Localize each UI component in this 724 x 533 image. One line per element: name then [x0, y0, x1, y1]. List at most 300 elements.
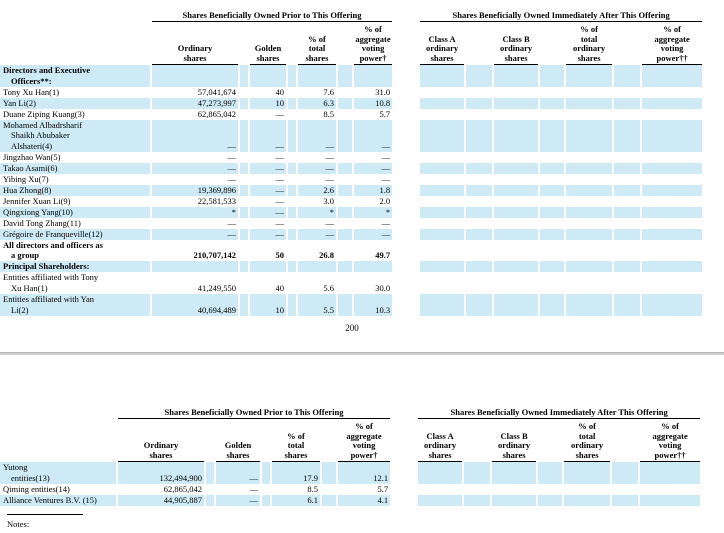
gap-cell: [338, 65, 352, 87]
gap-cell: [240, 163, 248, 174]
gap-cell: [540, 207, 564, 218]
gap-cell: [338, 261, 352, 272]
table-row: [0, 98, 702, 109]
group-gap-cell: [394, 207, 418, 218]
gap-cell: [206, 495, 214, 506]
column-header: Class B ordinary shares: [494, 22, 538, 65]
gap-cell: [540, 174, 564, 185]
gap-cell: [540, 261, 564, 272]
column-header: Ordinary shares: [152, 22, 238, 65]
gap-cell: [614, 152, 640, 163]
class-b-shares-cell: [494, 120, 538, 153]
pct-total-shares-cell: 5.6: [323, 283, 334, 294]
pct-voting-power-cell: [354, 65, 392, 87]
gap-cell: [614, 163, 640, 174]
gap-cell: [466, 120, 492, 153]
pct-voting-power-cell: 10.3: [354, 294, 392, 316]
shareholder-name-cell: All directors and officers as a group: [3, 239, 103, 261]
class-a-shares-cell: [420, 152, 464, 163]
gap-cell: [338, 98, 352, 109]
gap-cell: [466, 272, 492, 294]
group-header-after: Shares Beneficially Owned Immediately After This Offering: [418, 405, 700, 419]
ordinary-shares-cell: 132,494,900: [118, 462, 204, 484]
beneficial-ownership-table: [0, 8, 704, 316]
class-a-shares-cell: [420, 240, 464, 262]
pct-voting-power-cell: —: [354, 229, 392, 240]
ordinary-shares-cell: 47,273,997: [152, 98, 238, 109]
gap-cell: [262, 484, 270, 495]
pct-voting-after-cell: [642, 240, 702, 262]
class-a-shares-cell: [420, 207, 464, 218]
gap-cell: [288, 163, 296, 174]
group-gap-cell: [394, 87, 418, 98]
gap-cell: [240, 174, 248, 185]
group-gap-cell: [392, 462, 416, 484]
pct-voting-power-cell: 5.7: [379, 108, 391, 119]
ordinary-shares-cell: 62,865,042: [163, 483, 202, 494]
gap-cell: [288, 152, 296, 163]
pct-total-ordinary-cell: [566, 98, 612, 109]
class-b-shares-cell: [494, 185, 538, 196]
class-a-shares-cell: [418, 495, 462, 506]
golden-shares-cell: —: [250, 229, 286, 240]
pct-voting-power-cell: *: [354, 207, 392, 218]
pct-total-ordinary-cell: [566, 240, 612, 262]
beneficial-ownership-table-continued: [0, 405, 702, 506]
gap-cell: [338, 196, 352, 207]
pct-voting-power-cell: 1.8: [354, 185, 392, 196]
gap-cell: [466, 22, 492, 65]
ordinary-shares-cell: 62,865,042: [197, 108, 236, 119]
document-page-2: [0, 355, 724, 533]
group-gap-cell: [392, 484, 416, 495]
gap-cell: [288, 22, 296, 65]
pct-voting-after-cell: [640, 462, 700, 484]
golden-shares-cell: 10: [250, 98, 286, 109]
group-gap-cell: [394, 174, 418, 185]
spacer-cell: [0, 8, 150, 22]
gap-cell: [540, 152, 564, 163]
golden-shares-cell: [250, 65, 286, 87]
gap-cell: [466, 261, 492, 272]
golden-shares-cell: [250, 261, 286, 272]
column-header: Golden shares: [250, 22, 286, 65]
column-header-row: [0, 22, 702, 65]
group-gap-cell: [394, 261, 418, 272]
group-header-after: Shares Beneficially Owned Immediately After This Offering: [420, 8, 702, 22]
gap-cell: [540, 87, 564, 98]
golden-shares-cell: —: [275, 217, 284, 228]
gap-cell: [240, 294, 248, 316]
gap-cell: [614, 65, 640, 87]
group-header-row: [0, 405, 700, 419]
pct-total-shares-cell: —: [325, 174, 334, 185]
pct-voting-after-cell: [642, 294, 702, 316]
table-row: [0, 120, 702, 153]
gap-cell: [338, 174, 352, 185]
table-row: [0, 294, 702, 316]
ordinary-shares-cell: *: [152, 207, 238, 218]
class-b-shares-cell: [494, 65, 538, 87]
gap-cell: [540, 229, 564, 240]
shareholder-name-cell: Entities affiliated with Yan Li(2): [0, 294, 150, 316]
pct-voting-after-cell: [642, 120, 702, 153]
pct-total-shares-cell: 26.8: [319, 250, 334, 261]
class-a-shares-cell: [420, 163, 464, 174]
pct-total-ordinary-cell: [564, 462, 610, 484]
shareholder-name-cell: Yibing Xu(7): [3, 174, 49, 185]
gap-cell: [614, 196, 640, 207]
pct-total-ordinary-cell: [566, 174, 612, 185]
group-header-prior: Shares Beneficially Owned Prior to This Offering: [118, 405, 390, 419]
gap-cell: [466, 207, 492, 218]
gap-cell: [338, 240, 352, 262]
pct-voting-after-cell: [642, 98, 702, 109]
gap-cell: [466, 65, 492, 87]
golden-shares-cell: —: [275, 108, 284, 119]
pct-voting-power-cell: 31.0: [375, 86, 391, 97]
gap-cell: [540, 196, 564, 207]
pct-voting-after-cell: [642, 65, 702, 87]
pct-total-shares-cell: 7.6: [323, 86, 334, 97]
ordinary-shares-cell: 41,249,550: [197, 283, 236, 294]
shareholder-name-cell: Yan Li(2): [0, 98, 150, 109]
gap-cell: [288, 294, 296, 316]
gap-cell: [614, 98, 640, 109]
gap-cell: [614, 87, 640, 98]
table-row: [0, 484, 700, 495]
group-gap-cell: [394, 294, 418, 316]
group-gap-cell: [394, 8, 418, 22]
pct-voting-after-cell: [642, 207, 702, 218]
gap-cell: [288, 98, 296, 109]
golden-shares-cell: —: [216, 495, 260, 506]
gap-cell: [288, 207, 296, 218]
group-gap-cell: [394, 152, 418, 163]
golden-shares-cell: —: [249, 483, 258, 494]
table-row: [0, 163, 702, 174]
page-number: 200: [345, 322, 359, 333]
pct-total-ordinary-cell: [566, 120, 612, 153]
class-a-shares-cell: [420, 218, 464, 229]
ordinary-shares-cell: —: [152, 163, 238, 174]
class-b-shares-cell: [494, 196, 538, 207]
pct-total-ordinary-cell: [566, 207, 612, 218]
ordinary-shares-cell: 44,905,887: [118, 495, 204, 506]
golden-shares-cell: 40: [275, 283, 284, 294]
group-header-prior: Shares Beneficially Owned Prior to This Offering: [152, 8, 392, 22]
gap-cell: [466, 240, 492, 262]
gap-cell: [614, 120, 640, 153]
group-gap-cell: [394, 22, 418, 65]
gap-cell: [240, 120, 248, 153]
notes-label: Notes:: [7, 518, 30, 529]
gap-cell: [614, 229, 640, 240]
golden-shares-cell: 50: [275, 250, 284, 261]
gap-cell: [466, 163, 492, 174]
column-header: Ordinary shares: [118, 419, 204, 462]
spacer-cell: [0, 419, 116, 462]
gap-cell: [240, 229, 248, 240]
gap-cell: [288, 272, 296, 294]
pct-voting-power-cell: 12.1: [338, 462, 390, 484]
table-row: [0, 185, 702, 196]
group-gap-cell: [394, 229, 418, 240]
gap-cell: [240, 207, 248, 218]
golden-shares-cell: 40: [275, 86, 284, 97]
shareholder-name-cell: Qingxiong Yang(10): [0, 207, 150, 218]
table-row: [0, 261, 702, 272]
gap-cell: [540, 22, 564, 65]
ordinary-shares-cell: [152, 65, 238, 87]
shareholder-name-cell: Alliance Ventures B.V. (15): [0, 495, 116, 506]
golden-shares-cell: 10: [250, 294, 286, 316]
gap-cell: [540, 240, 564, 262]
class-b-shares-cell: [494, 174, 538, 185]
class-b-shares-cell: [494, 272, 538, 294]
group-gap-cell: [392, 419, 416, 462]
pct-voting-power-cell: —: [381, 217, 391, 228]
gap-cell: [206, 462, 214, 484]
group-gap-cell: [394, 272, 418, 294]
gap-cell: [262, 462, 270, 484]
pct-total-ordinary-cell: [566, 163, 612, 174]
gap-cell: [538, 419, 562, 462]
pct-voting-after-cell: [642, 152, 702, 163]
group-gap-cell: [394, 65, 418, 87]
pct-total-shares-cell: 8.5: [323, 108, 334, 119]
column-header: Golden shares: [216, 419, 260, 462]
group-gap-cell: [394, 218, 418, 229]
gap-cell: [540, 218, 564, 229]
group-gap-cell: [394, 240, 418, 262]
pct-total-ordinary-cell: [566, 65, 612, 87]
group-gap-cell: [394, 98, 418, 109]
table-row: [0, 207, 702, 218]
gap-cell: [466, 152, 492, 163]
column-header: % of aggregate voting power†: [338, 419, 390, 462]
table-row: [0, 174, 702, 185]
pct-total-shares-cell: 8.5: [307, 483, 318, 494]
class-a-shares-cell: [420, 109, 464, 120]
class-b-shares-cell: [494, 152, 538, 163]
golden-shares-cell: —: [250, 207, 286, 218]
pct-voting-power-cell: 4.1: [338, 495, 390, 506]
gap-cell: [612, 419, 638, 462]
shareholder-name-cell: Yutong entities(13): [0, 462, 116, 484]
gap-cell: [338, 163, 352, 174]
gap-cell: [240, 87, 248, 98]
pct-total-ordinary-cell: [564, 495, 610, 506]
gap-cell: [464, 462, 490, 484]
gap-cell: [206, 484, 214, 495]
pct-voting-after-cell: [640, 484, 700, 495]
gap-cell: [540, 272, 564, 294]
pct-voting-after-cell: [642, 272, 702, 294]
pct-total-ordinary-cell: [566, 272, 612, 294]
gap-cell: [464, 495, 490, 506]
gap-cell: [614, 22, 640, 65]
gap-cell: [288, 240, 296, 262]
golden-shares-cell: —: [216, 462, 260, 484]
gap-cell: [540, 109, 564, 120]
group-gap-cell: [392, 495, 416, 506]
pct-voting-power-cell: —: [354, 120, 392, 153]
pct-voting-after-cell: [642, 163, 702, 174]
pct-total-shares-cell: *: [298, 207, 336, 218]
gap-cell: [288, 174, 296, 185]
shareholder-name-cell: Jingzhao Wan(5): [3, 152, 61, 163]
column-header: % of aggregate voting power†: [354, 22, 392, 65]
column-header: % of total shares: [272, 419, 320, 462]
spacer-cell: [0, 22, 150, 65]
class-b-shares-cell: [494, 163, 538, 174]
pct-total-shares-cell: [298, 65, 336, 87]
pct-voting-power-cell: 30.0: [375, 283, 391, 294]
class-a-shares-cell: [420, 120, 464, 153]
group-gap-cell: [394, 120, 418, 153]
pct-voting-after-cell: [642, 229, 702, 240]
gap-cell: [338, 120, 352, 153]
spacer-cell: [0, 405, 116, 419]
gap-cell: [240, 65, 248, 87]
gap-cell: [322, 419, 336, 462]
class-a-shares-cell: [418, 484, 462, 495]
pct-total-shares-cell: 5.5: [298, 294, 336, 316]
pct-voting-after-cell: [642, 261, 702, 272]
pct-voting-power-cell: 49.7: [375, 250, 391, 261]
gap-cell: [240, 240, 248, 262]
pct-total-ordinary-cell: [566, 109, 612, 120]
pct-total-ordinary-cell: [566, 261, 612, 272]
table-row: [0, 272, 702, 294]
shareholder-name-cell: Mohamed Albadrsharif Shaikh Abubaker Alshateri(4): [0, 120, 150, 153]
shareholder-name-cell: David Tong Zhang(11): [3, 217, 81, 228]
pct-total-shares-cell: —: [325, 217, 334, 228]
golden-shares-cell: —: [275, 195, 284, 206]
gap-cell: [338, 22, 352, 65]
gap-cell: [540, 98, 564, 109]
pct-total-shares-cell: 17.9: [272, 462, 320, 484]
gap-cell: [466, 196, 492, 207]
pct-voting-after-cell: [642, 218, 702, 229]
class-b-shares-cell: [494, 229, 538, 240]
ordinary-shares-cell: 40,694,489: [152, 294, 238, 316]
footnote-rule: [7, 514, 83, 515]
class-a-shares-cell: [420, 196, 464, 207]
ordinary-shares-cell: —: [227, 217, 236, 228]
pct-voting-after-cell: [642, 87, 702, 98]
gap-cell: [338, 294, 352, 316]
class-b-shares-cell: [494, 218, 538, 229]
gap-cell: [288, 87, 296, 98]
column-header: % of aggregate voting power††: [640, 419, 700, 462]
gap-cell: [614, 207, 640, 218]
class-b-shares-cell: [492, 462, 536, 484]
golden-shares-cell: —: [250, 163, 286, 174]
gap-cell: [538, 462, 562, 484]
shareholder-name-cell: Grégoire de Franqueville(12): [0, 229, 150, 240]
gap-cell: [338, 229, 352, 240]
gap-cell: [614, 218, 640, 229]
pct-voting-after-cell: [640, 495, 700, 506]
table-row: [0, 196, 702, 207]
class-b-shares-cell: [494, 207, 538, 218]
pct-total-ordinary-cell: [566, 152, 612, 163]
gap-cell: [540, 163, 564, 174]
gap-cell: [538, 495, 562, 506]
gap-cell: [614, 240, 640, 262]
pct-voting-power-cell: 5.7: [377, 483, 389, 494]
class-a-shares-cell: [420, 87, 464, 98]
gap-cell: [240, 185, 248, 196]
ordinary-shares-cell: —: [227, 174, 236, 185]
class-b-shares-cell: [494, 294, 538, 316]
gap-cell: [240, 22, 248, 65]
gap-cell: [288, 196, 296, 207]
group-gap-cell: [394, 196, 418, 207]
pct-voting-power-cell: 2.0: [379, 195, 391, 206]
class-a-shares-cell: [420, 261, 464, 272]
table-row: [0, 87, 702, 98]
gap-cell: [614, 261, 640, 272]
ordinary-shares-cell: 57,041,674: [197, 86, 236, 97]
gap-cell: [338, 87, 352, 98]
pct-voting-after-cell: [642, 109, 702, 120]
table-row: [0, 495, 700, 506]
shareholder-name-cell: Duane Ziping Kuang(3): [3, 108, 85, 119]
class-a-shares-cell: [420, 229, 464, 240]
gap-cell: [240, 218, 248, 229]
column-header-row: [0, 419, 700, 462]
class-b-shares-cell: [494, 87, 538, 98]
shareholder-name-cell: Jennifer Xuan Li(9): [3, 195, 71, 206]
gap-cell: [466, 87, 492, 98]
pct-total-ordinary-cell: [566, 196, 612, 207]
gap-cell: [288, 261, 296, 272]
gap-cell: [338, 152, 352, 163]
gap-cell: [464, 419, 490, 462]
gap-cell: [240, 196, 248, 207]
pct-voting-power-cell: 10.8: [354, 98, 392, 109]
gap-cell: [612, 495, 638, 506]
ordinary-shares-cell: 210,707,142: [193, 250, 236, 261]
pct-voting-power-cell: —: [381, 174, 391, 185]
pct-total-shares-cell: —: [298, 120, 336, 153]
pct-total-shares-cell: —: [325, 152, 334, 163]
gap-cell: [614, 272, 640, 294]
ordinary-shares-cell: [152, 261, 238, 272]
gap-cell: [288, 218, 296, 229]
gap-cell: [540, 294, 564, 316]
golden-shares-cell: —: [250, 120, 286, 153]
gap-cell: [612, 462, 638, 484]
gap-cell: [466, 218, 492, 229]
pct-total-shares-cell: 2.6: [298, 185, 336, 196]
column-header: Class A ordinary shares: [420, 22, 464, 65]
class-b-shares-cell: [494, 98, 538, 109]
gap-cell: [322, 484, 336, 495]
gap-cell: [262, 419, 270, 462]
column-header: Class B ordinary shares: [492, 419, 536, 462]
pct-total-shares-cell: 6.1: [272, 495, 320, 506]
table-row: [0, 240, 702, 262]
group-gap-cell: [392, 405, 416, 419]
pct-total-shares-cell: —: [298, 229, 336, 240]
gap-cell: [466, 294, 492, 316]
gap-cell: [540, 185, 564, 196]
shareholder-name-cell: Directors and Executive Officers**:: [0, 65, 150, 87]
